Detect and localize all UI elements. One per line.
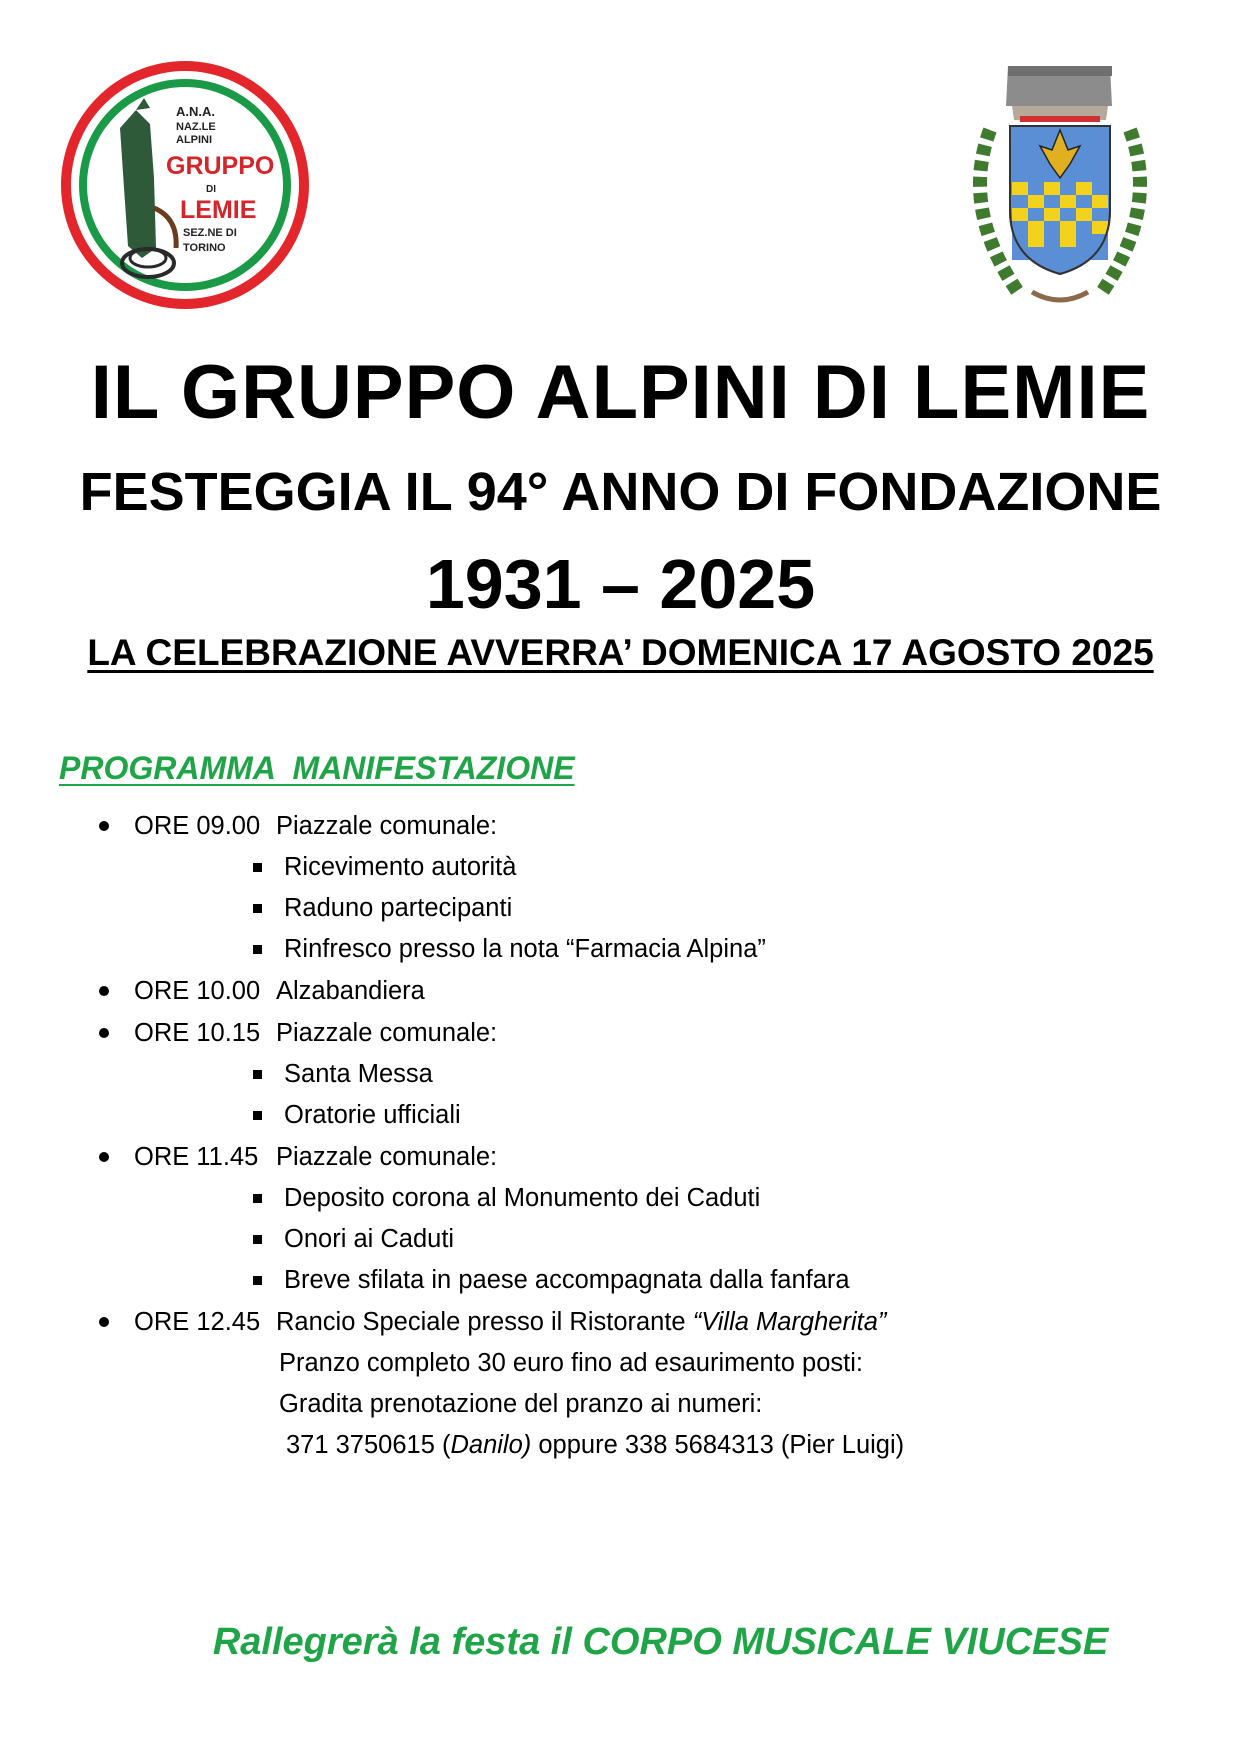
bullet-square-icon — [253, 1194, 262, 1203]
program-subitem-text: Deposito corona al Monumento dei Caduti — [284, 1184, 761, 1212]
program-continuation — [0, 1388, 1241, 1420]
crest-checkerboard — [1012, 182, 1108, 260]
program-subitem — [0, 1223, 1241, 1255]
bullet-dot-icon — [99, 821, 109, 831]
phone-contact-name: Danilo) — [450, 1431, 532, 1459]
program-time: ORE 10.00 — [134, 977, 261, 1005]
program-time: ORE 10.15 — [134, 1019, 261, 1047]
program-time: ORE 09.00 — [134, 812, 261, 840]
program-subitem — [0, 1264, 1241, 1296]
logo-text-naz: NAZ.LE — [176, 121, 216, 133]
logo-text-alpini: ALPINI — [176, 134, 213, 146]
bullet-square-icon — [253, 904, 262, 913]
program-time: ORE 12.45 — [134, 1308, 261, 1336]
program-subitem — [0, 933, 1241, 965]
celebration-date: LA CELEBRAZIONE AVVERRA’ DOMENICA 17 AGOSTO 2025 — [87, 632, 1154, 673]
program-subitem-text: Ricevimento autorità — [284, 853, 517, 881]
program-subitem-text: Breve sfilata in paese accompagnata dalla fanfara — [284, 1266, 850, 1294]
lunch-price-text: Pranzo completo 30 euro fino ad esaurimento posti: — [279, 1349, 864, 1377]
bullet-square-icon — [253, 945, 262, 954]
reservation-text: Gradita prenotazione del pranzo ai numeri: — [279, 1390, 763, 1418]
program-subitem — [0, 1099, 1241, 1131]
program-item — [0, 975, 1241, 1007]
logo-text-torino: TORINO — [183, 242, 226, 254]
program-text: Piazzale comunale: — [276, 1019, 498, 1047]
phone-line — [286, 1429, 904, 1461]
program-subitem-text: Onori ai Caduti — [284, 1225, 455, 1253]
program-subitem-text: Raduno partecipanti — [284, 894, 513, 922]
program-subitem-text: Rinfresco presso la nota “Farmacia Alpina” — [284, 935, 766, 963]
footer-band-announcement: Rallegrerà la festa il CORPO MUSICALE VIUCESE — [212, 1621, 1109, 1663]
program-subitem — [0, 851, 1241, 883]
bullet-dot-icon — [99, 1028, 109, 1038]
title-line-1: IL GRUPPO ALPINI DI LEMIE — [90, 350, 1151, 435]
bullet-dot-icon — [99, 1317, 109, 1327]
bullet-square-icon — [253, 863, 262, 872]
program-subitem — [0, 892, 1241, 924]
bullet-square-icon — [253, 1235, 262, 1244]
program-subitem — [0, 1058, 1241, 1090]
program-subitem — [0, 1182, 1241, 1214]
phone-part-2: oppure 338 5684313 (Pier Luigi) — [531, 1431, 905, 1459]
program-item — [0, 1017, 1241, 1049]
program-continuation — [0, 1347, 1241, 1379]
logo-text-gruppo: GRUPPO — [166, 152, 275, 180]
bullet-square-icon — [253, 1070, 262, 1079]
bullet-square-icon — [253, 1111, 262, 1120]
program-subitem-text: Oratorie ufficiali — [284, 1101, 461, 1129]
program-item — [0, 1141, 1241, 1173]
program-subitem-text: Santa Messa — [284, 1060, 433, 1088]
program-item — [0, 1306, 1241, 1338]
program-text: Piazzale comunale: — [276, 812, 498, 840]
phone-part-1: 371 3750615 ( — [286, 1431, 451, 1459]
program-item — [0, 810, 1241, 842]
logo-text-lemie: LEMIE — [180, 196, 257, 224]
bullet-dot-icon — [99, 1152, 109, 1162]
restaurant-name: “Villa Margherita” — [692, 1308, 887, 1336]
logo-text-ana: A.N.A. — [176, 104, 215, 119]
logo-text-sez: SEZ.NE DI — [183, 227, 237, 239]
phone-numbers — [0, 1429, 1241, 1461]
title-line-2: FESTEGGIA IL 94° ANNO DI FONDAZIONE — [79, 462, 1162, 522]
program-text: Piazzale comunale: — [276, 1143, 498, 1171]
program-text: Alzabandiera — [276, 977, 425, 1005]
municipal-crest-logo — [960, 60, 1160, 315]
program-heading: PROGRAMMA MANIFESTAZIONE — [59, 750, 575, 786]
program-text — [276, 1306, 886, 1338]
title-years: 1931 – 2025 — [425, 545, 816, 623]
bullet-dot-icon — [99, 986, 109, 996]
program-time: ORE 11.45 — [134, 1143, 259, 1171]
program-text-restaurant: Rancio Speciale presso il Ristorante — [276, 1308, 693, 1336]
alpini-group-logo — [58, 58, 312, 312]
bullet-square-icon — [253, 1276, 262, 1285]
logo-text-di: DI — [206, 184, 216, 195]
